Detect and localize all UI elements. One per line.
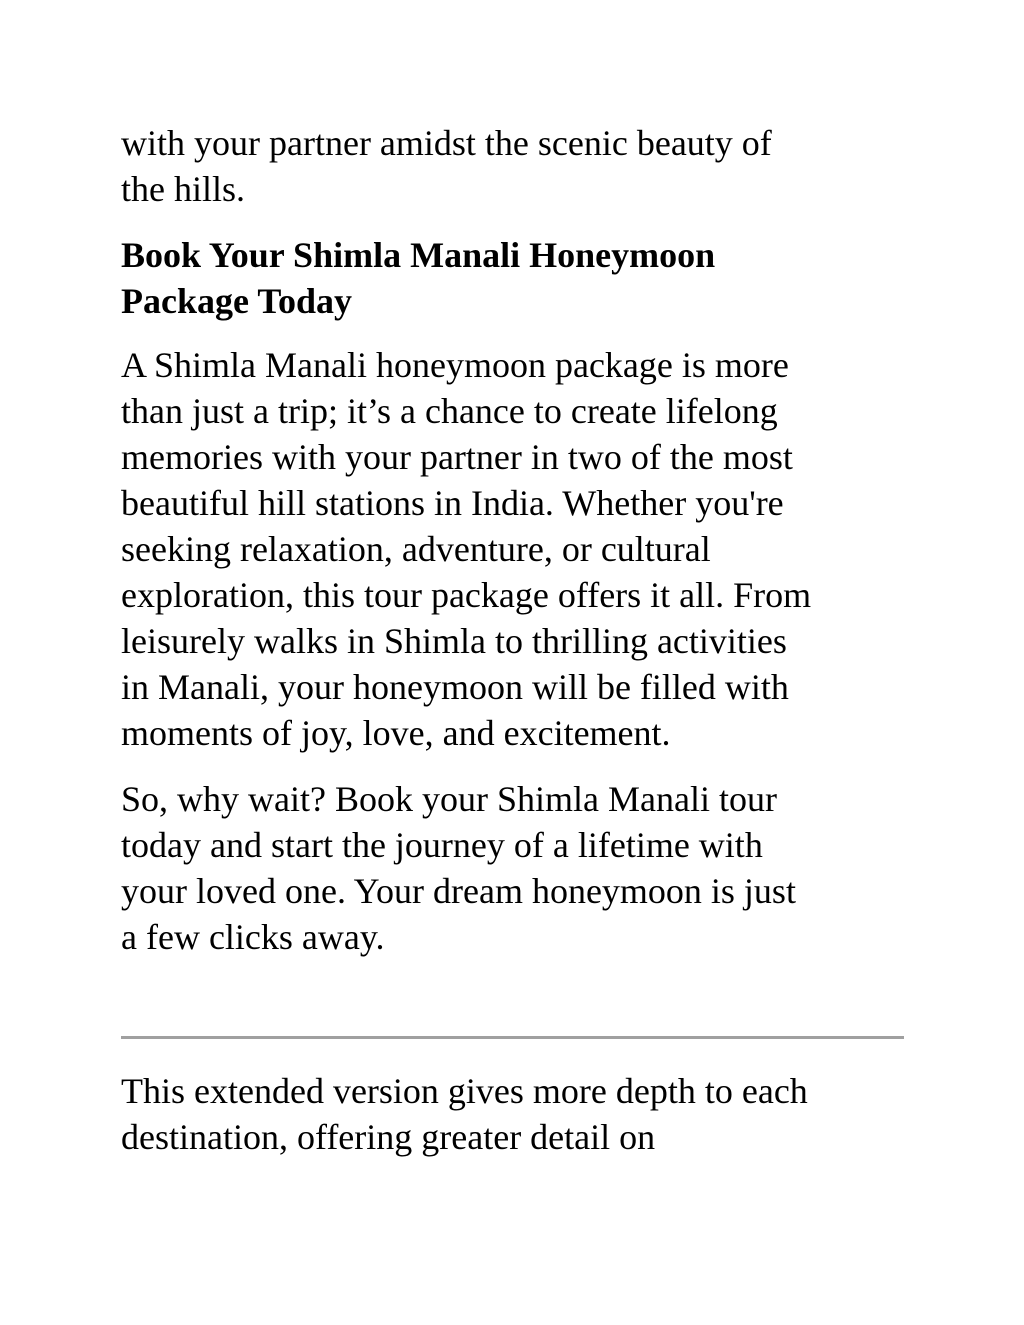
heading-line: Package Today <box>121 281 353 321</box>
text-line: beautiful hill stations in India. Whether you're <box>121 483 784 523</box>
text-line: a few clicks away. <box>121 917 385 957</box>
text-line: your loved one. Your dream honeymoon is just <box>121 871 796 911</box>
text-line: today and start the journey of a lifetime with <box>121 825 763 865</box>
text-line: with your partner amidst the scenic beauty of <box>121 123 772 163</box>
text-line: moments of joy, love, and excitement. <box>121 713 671 753</box>
package-paragraph <box>121 342 911 756</box>
text-line: A Shimla Manali honeymoon package is more <box>121 345 789 385</box>
intro-paragraph <box>121 120 911 212</box>
text-line: This extended version gives more depth to each <box>121 1071 808 1111</box>
horizontal-divider <box>121 1036 904 1039</box>
text-line: seeking relaxation, adventure, or cultural <box>121 529 711 569</box>
text-line: So, why wait? Book your Shimla Manali tour <box>121 779 777 819</box>
text-line: than just a trip; it’s a chance to create lifelong <box>121 391 778 431</box>
section-heading <box>121 232 911 324</box>
text-line: memories with your partner in two of the most <box>121 437 793 477</box>
closing-paragraph <box>121 1068 808 1160</box>
text-line: leisurely walks in Shimla to thrilling activities <box>121 621 787 661</box>
text-line: the hills. <box>121 169 245 209</box>
text-line: destination, offering greater detail on <box>121 1117 656 1157</box>
document-body <box>121 120 911 980</box>
text-line: exploration, this tour package offers it all. From <box>121 575 812 615</box>
text-line: in Manali, your honeymoon will be filled with <box>121 667 789 707</box>
heading-line: Book Your Shimla Manali Honeymoon <box>121 235 716 275</box>
call-to-action-paragraph <box>121 776 911 960</box>
